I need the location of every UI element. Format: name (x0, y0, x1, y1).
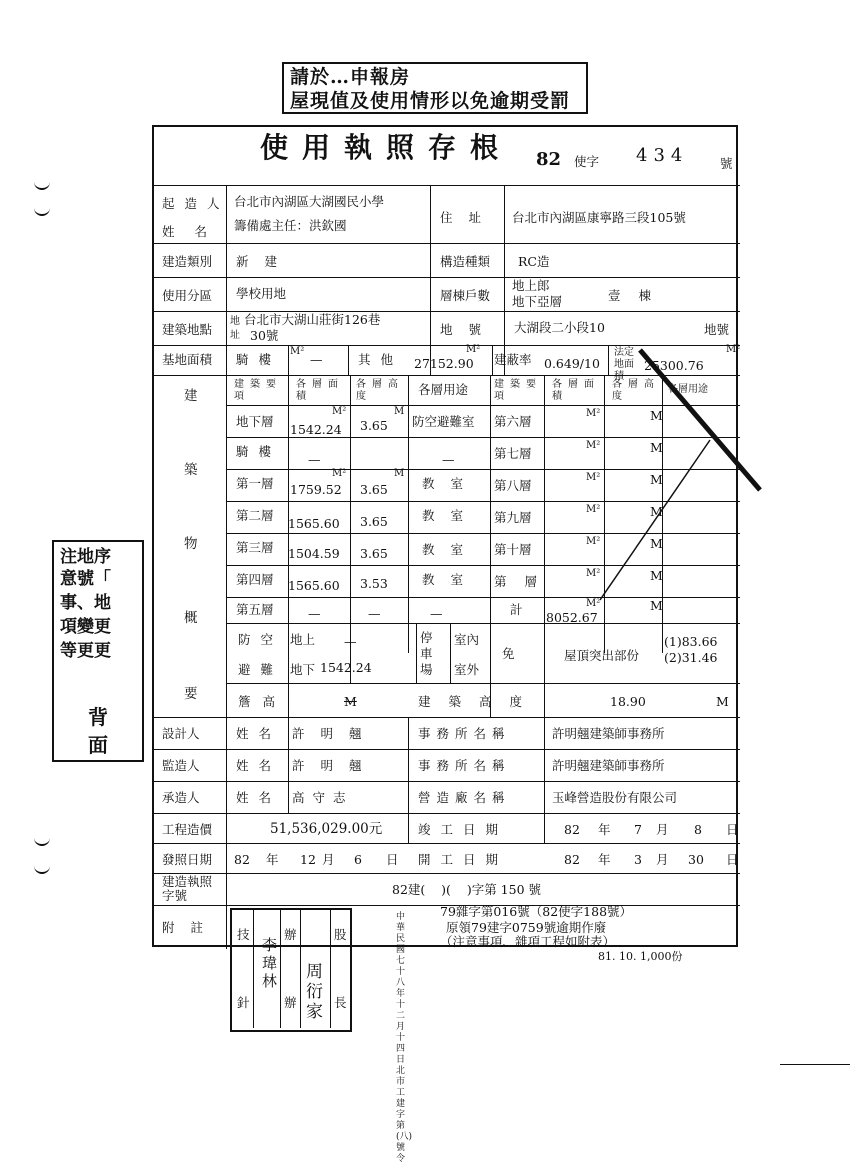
issue-year: 82 (234, 852, 250, 867)
building-height-value: 18.90 (610, 694, 646, 709)
unit-m2: M² (586, 568, 601, 579)
unit-m2: M² (586, 598, 601, 609)
side-note-line: 注地序 (60, 547, 111, 567)
completion-year: 82 (564, 822, 580, 837)
roof-label: 屋頂突出部份 (564, 648, 640, 663)
roof-value-2: (2)31.46 (664, 650, 718, 665)
arcade-value: — (310, 352, 323, 367)
date-day-char: 日 (726, 822, 739, 837)
unit-m: M (650, 598, 663, 613)
building-height-label: 建築高度 (418, 694, 541, 709)
permit-number: 434 (636, 145, 689, 166)
completion-month: 7 (634, 822, 642, 837)
parking-value: 免 (502, 646, 515, 661)
side-note-line: 等更更 (60, 641, 111, 661)
col-area: 各層面積 (296, 379, 344, 402)
notice-stamp (282, 62, 588, 114)
address-label: 住址 (440, 210, 498, 225)
unit-m2: M² (586, 440, 601, 451)
other-value: 27152.90 (414, 356, 474, 371)
date-year-char: 年 (598, 822, 611, 837)
section-label-char: 要 (184, 686, 198, 702)
floors-above: 地上郎 (512, 278, 550, 293)
remark-line: （注意事項、雜項工程如附表） (440, 934, 616, 949)
margin-mark (34, 862, 50, 874)
side-note-line: 事、地 (60, 593, 111, 613)
permit-label: 建造執照 (162, 874, 213, 889)
unit-m: M (394, 468, 405, 479)
designer-org: 許明翹建築師事務所 (552, 726, 665, 741)
sign-gu: 股 (334, 927, 347, 942)
date-month-char: 月 (322, 852, 335, 867)
address-value: 台北市內湖區康寧路三段105號 (512, 210, 686, 225)
permit-zi: 使字 (574, 154, 600, 169)
permit-year: 82 (536, 149, 562, 170)
parking-outdoor: 室外 (454, 662, 480, 677)
sign-zhuan: 辦 (284, 927, 297, 942)
cost-label: 工程造價 (162, 822, 213, 837)
floor-use: — (430, 606, 443, 621)
parking-label-char: 車 (420, 646, 433, 661)
floor-name: 地下層 (236, 414, 274, 429)
unit-m2: M² (586, 408, 601, 419)
floor-area: 1542.24 (290, 422, 342, 437)
unit-m: M (650, 536, 663, 551)
start-label: 開工日期 (418, 852, 509, 867)
permit-hao: 號 (720, 156, 733, 171)
site-line2: 30號 (250, 328, 279, 343)
structure-label: 構造種類 (440, 254, 491, 269)
parking-indoor: 室內 (454, 632, 480, 647)
floor-name: 第三層 (236, 540, 274, 555)
permit-value: 82建( )( )字第 150 號 (392, 882, 542, 897)
margin-mark (34, 178, 50, 190)
floor-use: 教室 (422, 508, 480, 523)
arcade-label: 騎樓 (236, 352, 282, 367)
floor-name: 第四層 (236, 572, 274, 587)
col-height-right: 各層高度 (612, 379, 660, 402)
lot-label: 地號 (440, 322, 498, 337)
floor-use: 教室 (422, 542, 480, 557)
floor-area: 1759.52 (290, 482, 342, 497)
floors-below: 地下亞層 (512, 294, 563, 309)
unit-m2: M² (586, 504, 601, 515)
date-month-char: 月 (656, 852, 669, 867)
floor-use: 防空避難室 (412, 414, 475, 429)
floor-name-right: 第六層 (494, 414, 532, 429)
unit-m2: M² (586, 472, 601, 483)
use-zone-value: 學校用地 (236, 286, 287, 301)
date-month-char: 月 (656, 822, 669, 837)
eaves-value: M (344, 694, 357, 709)
designer-org-label: 事務所名稱 (418, 726, 511, 741)
total-label: 計 (510, 602, 523, 617)
site-prefix: 地址 (230, 316, 240, 341)
floors-label: 層棟戶數 (440, 288, 491, 303)
coverage-label: 建蔽率 (494, 352, 532, 367)
floor-area: 1565.60 (288, 516, 340, 531)
signature-2: 周衍家 (306, 962, 323, 1022)
unit-m2: M² (290, 346, 305, 357)
floor-name: 第一層 (236, 476, 274, 491)
margin-mark (34, 204, 50, 216)
side-note (52, 540, 144, 762)
supervisor-role: 監造人 (162, 758, 200, 773)
date-day-char: 日 (386, 852, 399, 867)
unit-m: M (650, 408, 663, 423)
contractor-name-label: 姓名 (236, 790, 282, 805)
coverage-value: 0.649/10 (544, 356, 600, 371)
unit-m: M (650, 472, 663, 487)
remark-line: 原領79建字0759號逾期作廢 (446, 920, 607, 935)
lot-suffix: 地號 (704, 322, 730, 337)
shelter-above-label: 地上 (290, 632, 316, 647)
supervisor-org: 許明翹建築師事務所 (552, 758, 665, 773)
date-day-char: 日 (726, 852, 739, 867)
floor-height: 3.65 (360, 482, 388, 497)
unit-m2: M² (332, 468, 347, 479)
applicant-org: 台北市內湖區大湖國民小學 (234, 194, 385, 209)
supervisor-org-label: 事務所名稱 (418, 758, 511, 773)
supervisor-name: 許明翹 (292, 758, 378, 773)
floor-area: 1504.59 (288, 546, 340, 561)
col-item-right: 建築要項 (494, 379, 542, 402)
designer-role: 設計人 (162, 726, 200, 741)
section-label-char: 建 (184, 388, 198, 404)
site-label: 建築地點 (162, 322, 213, 337)
col-area-right: 各層面積 (552, 379, 600, 402)
unit-m: M (650, 440, 663, 455)
parking-label-char: 停 (420, 630, 433, 645)
unit-m2: M² (586, 536, 601, 547)
sign-ke: 長 (334, 995, 347, 1010)
shelter-above-value: — (344, 634, 357, 649)
designer-name: 許明翹 (292, 726, 378, 741)
floor-area: 1565.60 (288, 578, 340, 593)
eaves-label: 簷高 (238, 694, 288, 709)
stamp-line1: 請於…申報房 (290, 66, 411, 88)
start-year: 82 (564, 852, 580, 867)
contractor-org: 玉峰營造股份有限公司 (552, 790, 678, 805)
section-label-char: 概 (184, 610, 198, 626)
floor-height: 3.53 (360, 576, 388, 591)
completion-day: 8 (694, 822, 702, 837)
floor-height: 3.65 (360, 546, 388, 561)
other-label: 其他 (358, 352, 404, 367)
supervisor-name-label: 姓名 (236, 758, 282, 773)
floor-use: 教室 (422, 572, 480, 587)
legal-area-value: 25300.76 (644, 358, 704, 373)
floor-area: — (308, 606, 321, 621)
col-height: 各層高度 (356, 379, 404, 402)
cost-value: 51,536,029.00元 (270, 821, 383, 837)
permit-no-label: 字號 (162, 888, 188, 903)
build-type-label: 建造類別 (162, 254, 213, 269)
unit-m2: M² (466, 344, 481, 355)
side-note-line: 意號「 (60, 569, 111, 589)
unit-m2: M² (332, 406, 347, 417)
issue-label: 發照日期 (162, 852, 213, 867)
unit-m: M (650, 568, 663, 583)
date-year-char: 年 (598, 852, 611, 867)
cancel-stroke (600, 330, 800, 630)
stamp-line2: 屋現值及使用情形以免逾期受罰 (290, 90, 571, 112)
section-label-char: 物 (184, 536, 198, 552)
print-run: 81. 10. 1,000份 (598, 950, 683, 963)
floor-name: 第二層 (236, 508, 274, 523)
contractor-name: 高守志 (292, 790, 354, 805)
designer-name-label: 姓名 (236, 726, 282, 741)
date-year-char: 年 (266, 852, 279, 867)
site-line1: 台北市大湖山莊街126巷 (244, 312, 381, 327)
roof-value-1: (1)83.66 (664, 634, 718, 649)
floor-height: — (368, 606, 381, 621)
floors-value: 壹棟 (608, 288, 670, 303)
remark-line: 79雜字第016號（82使字188號） (440, 904, 633, 919)
floor-name-right: 第十層 (494, 542, 532, 557)
contractor-org-label: 營造廠名稱 (418, 790, 511, 805)
lot-value: 大湖段二小段10 (514, 320, 605, 335)
shelter-label: 防空 (238, 632, 284, 647)
floor-use: — (442, 452, 455, 467)
col-use: 各層用途 (418, 382, 469, 397)
floor-name: 第五層 (236, 602, 274, 617)
issue-day: 6 (354, 852, 362, 867)
side-note-back: 面 (88, 733, 108, 757)
floor-name-right: 第層 (494, 574, 556, 589)
legal-area-label: 法定地面積 (614, 347, 634, 382)
remarks-label: 附註 (162, 920, 220, 935)
sign-cheng: 技 (237, 927, 250, 942)
col-use-right: 各層用途 (668, 384, 708, 395)
total-value: 8052.67 (546, 610, 598, 625)
floor-name-right: 第八層 (494, 478, 532, 493)
floor-name-right: 第九層 (494, 510, 532, 525)
unit-m2: M² (726, 344, 741, 355)
contractor-role: 承造人 (162, 790, 200, 805)
shelter-label: 避難 (238, 662, 284, 677)
signature-1: 李瑋林 (262, 936, 278, 990)
unit-m: M (650, 504, 663, 519)
completion-label: 竣工日期 (418, 822, 509, 837)
floor-area: — (308, 452, 321, 467)
floor-name: 騎樓 (236, 444, 282, 459)
build-type-value: 新建 (236, 254, 294, 269)
floor-name-right: 第七層 (494, 446, 532, 461)
col-item: 建築要項 (234, 379, 282, 402)
floor-height: 3.65 (360, 418, 388, 433)
issue-month: 12 (300, 852, 316, 867)
applicant-person: 籌備處主任：洪欽國 (234, 218, 347, 233)
use-zone-label: 使用分區 (162, 288, 213, 303)
land-area-label: 基地面積 (162, 352, 213, 367)
structure-value: RC造 (518, 254, 550, 269)
side-note-back: 背 (88, 705, 108, 729)
sign-ji: 針 (237, 995, 250, 1010)
margin-mark (34, 834, 50, 846)
applicant-label: 起造人 (162, 196, 230, 211)
parking-label-char: 場 (420, 662, 433, 677)
start-month: 3 (634, 852, 642, 867)
form-title: 使用執照存根 (260, 131, 513, 164)
start-day: 30 (688, 852, 704, 867)
shelter-below-label: 地下 (290, 662, 316, 677)
side-note-line: 項變更 (60, 617, 111, 637)
floor-use: 教室 (422, 476, 480, 491)
floor-height: 3.65 (360, 514, 388, 529)
section-label-char: 築 (184, 462, 198, 478)
unit-m: M (394, 406, 405, 417)
decree-text: 中華民國七十八年十二月十四日北市工建字第(八)號令 (396, 912, 413, 1164)
unit-m: M (716, 694, 729, 709)
applicant-name-label: 姓名 (162, 224, 228, 239)
shelter-below-value: 1542.24 (320, 660, 372, 675)
sign-ban: 辦 (284, 995, 297, 1010)
